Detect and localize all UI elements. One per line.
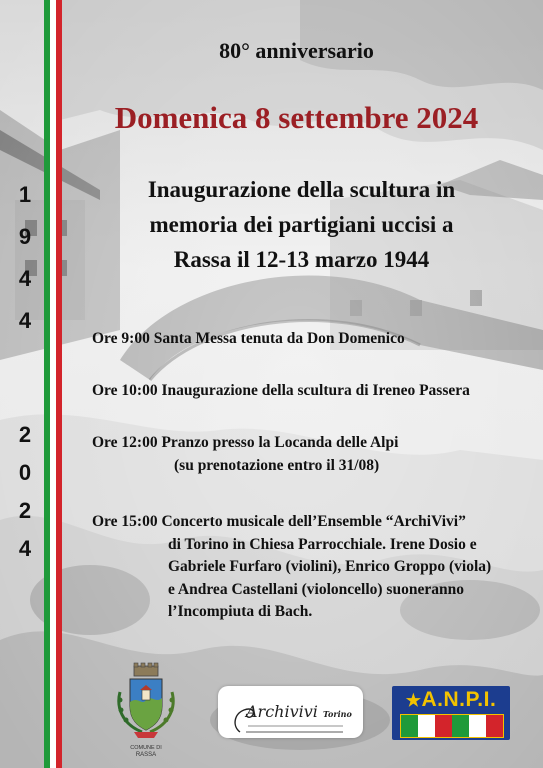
year-digit: 4 [18,266,32,291]
coat-of-arms-icon [108,662,184,740]
year-digit: 4 [18,308,32,333]
anpi-flag-band [400,714,504,738]
schedule-time: Ore 15:00 [92,513,158,530]
comune-rassa-logo [108,662,184,758]
schedule-text: e Andrea Castellani (violoncello) suoneranno [168,580,464,598]
year-digit: 1 [18,182,32,207]
archivivi-name: Archivivi [246,702,318,721]
subtitle-line: memoria dei partigiani uccisi a [149,212,454,237]
archivivi-logo [218,686,363,738]
schedule-text: Concerto musicale dell’Ensemble “ArchiVivi” [161,513,466,530]
schedule-time: Ore 12:00 [92,434,158,451]
comune-label-line2: RASSA [135,752,157,758]
schedule-text: Inaugurazione della scultura di Ireneo Passera [161,382,470,399]
comune-label-line1: COMUNE DI [130,745,162,751]
year-digit: 9 [18,224,32,249]
schedule-text: l’Incompiuta di Bach. [168,603,313,620]
schedule-text: (su prenotazione entro il 31/08) [174,456,380,474]
schedule-text: Pranzo presso la Locanda delle Alpi [161,434,399,451]
anniversary-heading: 80° anniversario [219,38,374,63]
subtitle-line: Rassa il 12-13 marzo 1944 [173,247,430,272]
schedule-item-1 [92,328,532,351]
event-subtitle [60,172,543,277]
schedule-text: Gabriele Furfaro (violini), Enrico Groppo (viola) [168,558,492,575]
year-digit: 2 [18,498,32,523]
schedule-time: Ore 9:00 [92,330,150,347]
schedule-item-4 [92,511,532,624]
year-digit: 2 [18,422,32,447]
schedule-item-3 [92,432,532,477]
schedule-time: Ore 10:00 [92,382,158,399]
schedule-text: Santa Messa tenuta da Don Domenico [153,330,405,347]
subtitle-line: Inaugurazione della scultura in [147,177,456,202]
schedule-text: di Torino in Chiesa Parrocchiale. Irene Dosio e [168,535,477,553]
anpi-text: A.N.P.I. [421,688,497,711]
year-digit: 0 [18,460,32,485]
star-icon: ★ [405,691,422,710]
archivivi-city: Torino [323,709,352,719]
event-date-title: Domenica 8 settembre 2024 [114,100,479,135]
year-2024-vertical [10,420,40,572]
year-digit: 4 [18,536,32,561]
schedule-item-2 [92,380,532,403]
year-1944-vertical [10,180,40,348]
anpi-logo [392,686,510,740]
